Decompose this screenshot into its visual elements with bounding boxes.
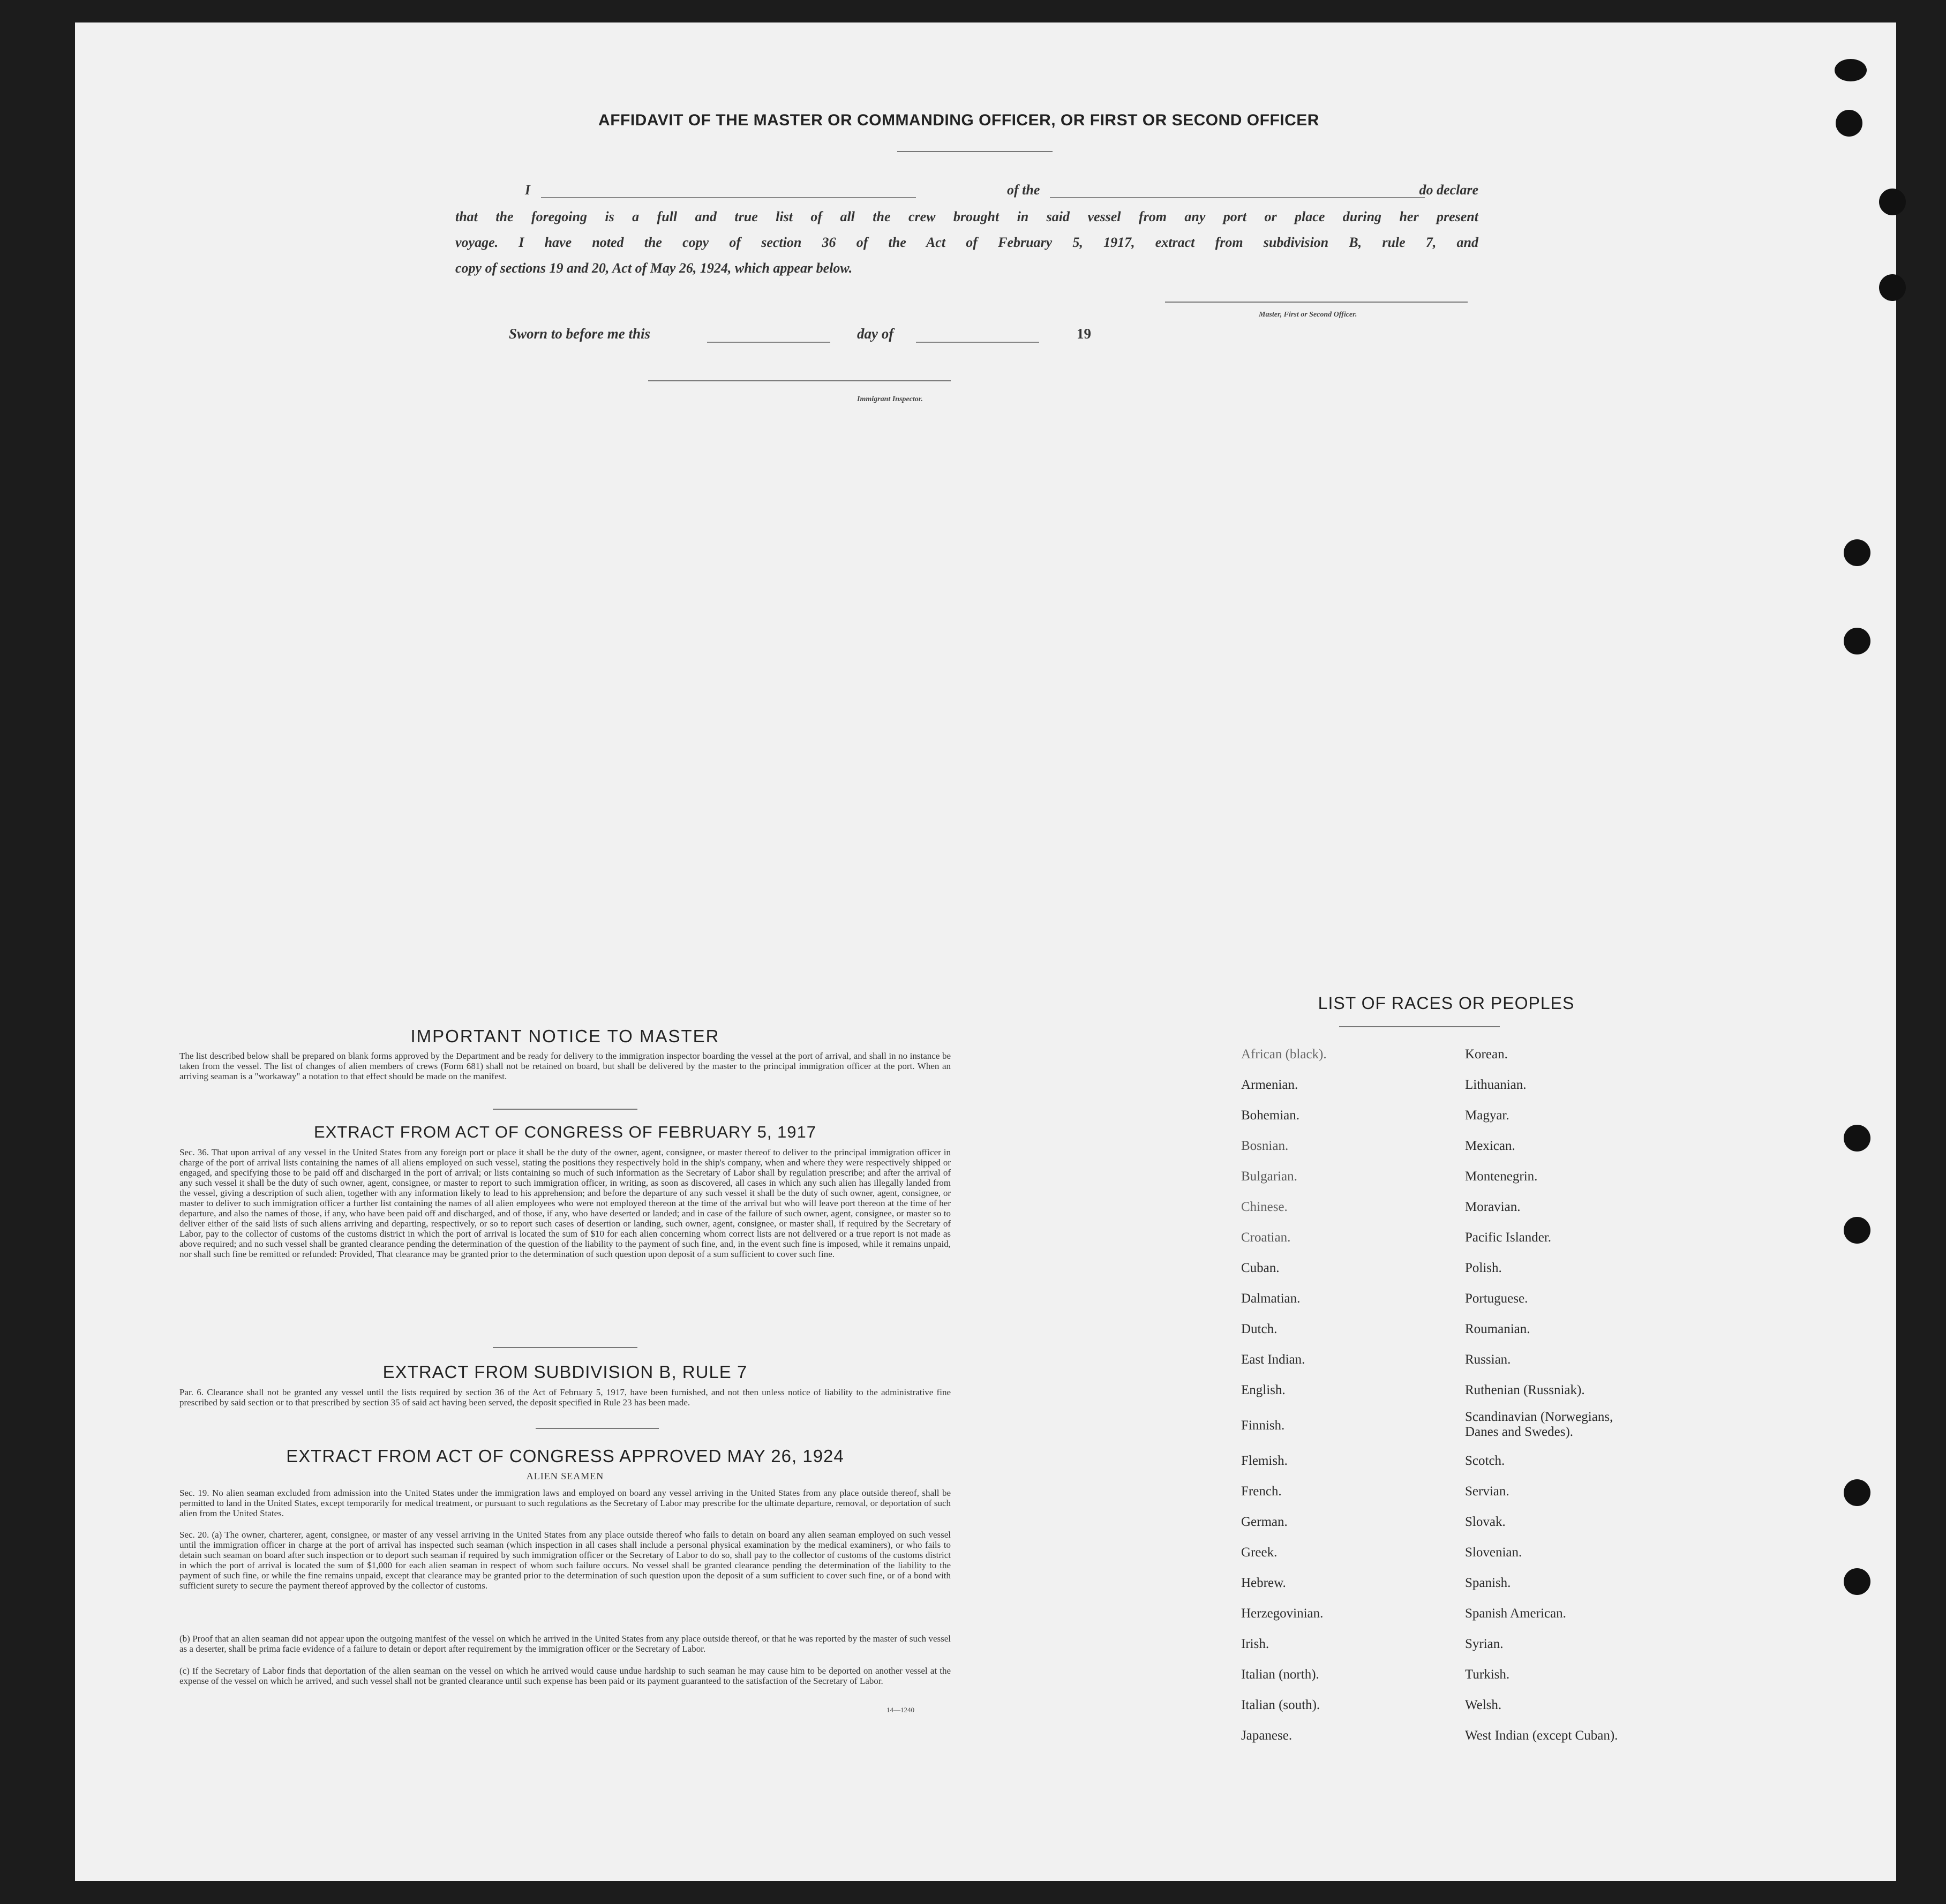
- race-item: Slovak.: [1465, 1515, 1506, 1529]
- race-item: Pacific Islander.: [1465, 1230, 1552, 1245]
- race-item: West Indian (except Cuban).: [1465, 1728, 1618, 1743]
- inspector-signature-line: [648, 380, 951, 381]
- race-item: Ruthenian (Russniak).: [1465, 1383, 1585, 1397]
- affidavit-line3: voyage. I have noted the copy of section 36 of the Act of February 5, 1917, extract from subdivision B, rule 7, and: [455, 235, 1478, 250]
- race-item: Cuban.: [1241, 1261, 1280, 1275]
- race-item: Spanish.: [1465, 1576, 1511, 1590]
- binder-hole: [1844, 1568, 1870, 1595]
- race-item: Korean.: [1465, 1047, 1508, 1062]
- race-item: Herzegovinian.: [1241, 1606, 1324, 1621]
- section-20c-text: (c) If the Secretary of Labor finds that deportation of the alien seaman on the vessel on which he arrived would cause undue hardship to such seaman he may cause him to be deported on another vessel at the expense of the vessel on which he arrived, and such vessel shall not be granted clearance until such expense has been paid or its payment guaranteed to the satisfaction of the Secretary of Labor.: [179, 1666, 951, 1686]
- race-item: Chinese.: [1241, 1200, 1288, 1214]
- form-number: 14—1240: [886, 1706, 914, 1714]
- sworn-prefix: Sworn to before me this: [509, 326, 651, 342]
- race-item: Syrian.: [1465, 1637, 1504, 1651]
- section-20a-text: Sec. 20. (a) The owner, charterer, agent, consignee, or master of any vessel arriving in the United States from any place outside thereof who fails to detain on board any alien seaman employed on such vessel until the immigration officer in charge at the port of arrival has inspected such seaman (which inspection in all cases shall include a personal physical examination by the medical examiners), or who fails to detain such seaman on board after such inspection or to deport such seaman if required by such immigration officer or the Secretary of Labor to do so, shall pay to the collector of customs of the customs district in which the port of arrival is located the sum of $1,000 for each alien seaman in respect of whom such failure occurs. No vessel shall be granted clearance pending the determination of the liability to the payment of such fine, or while the fine remains unpaid, except that clearance may be granted prior to the determination of such question upon the deposit of a sum sufficient to cover such fine, or of a bond with sufficient surety to secure the payment thereof approved by the collector of customs.: [179, 1530, 951, 1591]
- race-item: Dutch.: [1241, 1322, 1278, 1336]
- race-item: Bulgarian.: [1241, 1169, 1297, 1184]
- race-item: Irish.: [1241, 1637, 1269, 1651]
- race-item: Moravian.: [1465, 1200, 1521, 1214]
- section-20b-text: (b) Proof that an alien seaman did not appear upon the outgoing manifest of the vessel on which he arrived in the United States from any place outside thereof, or that he was reported by the master of such vessel as a deserter, shall be prima facie evidence of a failure to detain or deport after requirement by the immigration officer or the Secretary of Labor.: [179, 1634, 951, 1654]
- race-item: Welsh.: [1465, 1698, 1502, 1712]
- binder-hole: [1836, 110, 1862, 137]
- race-item: Dalmatian.: [1241, 1291, 1301, 1306]
- subdivision-title: EXTRACT FROM SUBDIVISION B, RULE 7: [382, 1362, 748, 1382]
- name-blank-line: [541, 197, 916, 198]
- affidavit-title: AFFIDAVIT OF THE MASTER OR COMMANDING OFFICER, OR FIRST OR SECOND OFFICER: [598, 111, 1319, 129]
- affidavit-line2: that the foregoing is a full and true list of all the crew brought in said vessel from any port or place during her present: [455, 209, 1478, 224]
- race-item: Armenian.: [1241, 1078, 1298, 1092]
- affidavit-line1: [455, 182, 1478, 204]
- divider: [493, 1109, 637, 1110]
- race-item: English.: [1241, 1383, 1286, 1397]
- race-item: Servian.: [1465, 1484, 1509, 1499]
- race-item: Turkish.: [1465, 1667, 1510, 1682]
- race-item: Italian (south).: [1241, 1698, 1320, 1712]
- binder-hole: [1844, 1479, 1870, 1506]
- race-item: Roumanian.: [1465, 1322, 1530, 1336]
- race-item: German.: [1241, 1515, 1288, 1529]
- race-item: Flemish.: [1241, 1454, 1288, 1468]
- race-item: African (black).: [1241, 1047, 1327, 1062]
- race-item: Italian (north).: [1241, 1667, 1319, 1682]
- race-item: Scotch.: [1465, 1454, 1505, 1468]
- divider: [536, 1428, 659, 1429]
- affidavit-line4: copy of sections 19 and 20, Act of May 26, 1924, which appear below.: [455, 260, 853, 276]
- binder-hole: [1844, 628, 1870, 654]
- race-item: Scandinavian (Norwegians, Danes and Swedes).: [1465, 1410, 1613, 1439]
- race-item: Croatian.: [1241, 1230, 1291, 1245]
- notice-text: The list described below shall be prepared on blank forms approved by the Department and be ready for delivery to the immigration inspector boarding the vessel at the port of arrival, and shall in no instance be taken from the vessel. The list of changes of alien members of crews (Form 681) shall not be retained on board, but shall be delivered by the master to the principal immigration officer at the port. When an arriving seaman is a "workaway" a notation to that effect should be made on the manifest.: [179, 1051, 951, 1081]
- binder-hole: [1844, 539, 1870, 566]
- inspector-signature-label: Immigrant Inspector.: [857, 395, 923, 403]
- extract-1917-text: Sec. 36. That upon arrival of any vessel in the United States from any foreign port or place it shall be the duty of the owner, agent, consignee, or master thereof to deliver to the principal immigration officer in charge of the port of arrival lists containing the names of all aliens employed on such vessel, stating the positions they respectively hold in the ship's company, when and where they were respectively shipped or engaged, and specifying those to be paid off and discharged in the port of arrival; or lists containing so much of such information as the Secretary of Labor shall by regulation prescribe; and after the arrival of any such vessel it shall be the duty of such owner, agent, consignee, or master to report to such immigration officer, in writing, as soon as discovered, all cases in which any such alien has illegally landed from the vessel, giving a description of such alien, together with any information likely to lead to his apprehension; and before the departure of any such vessel it shall be the duty of such owner, agent, consignee, or master to deliver to such immigration officer a further list containing the names of all alien employees who were not employed thereon at the time of the arrival but who will leave port thereon at the time of her departure, and also the names of those, if any, who have been paid off and discharged, and of those, if any, who have deserted or landed; and in case of the failure of such owner, agent, consignee, or master so to deliver either of the said lists of such aliens arriving and departing, respectively, or so to report such cases of desertion or landing, such owner, agent, consignee, or master shall, if required by the Secretary of Labor, pay to the collector of customs of the customs district in which the port of arrival is located the sum of $10 for each alien concerning whom correct lists are not delivered or a true report is not made as above required; and no such vessel shall be granted clearance pending the determination of the question of the liability to the payment of such fine, and, in the event such fine is imposed, while it remains unpaid, nor shall such fine be remitted or refunded: Provided, That clearance may be granted prior to the determination of such question upon deposit of a sum sufficient to cover such fine.: [179, 1147, 951, 1259]
- race-item: Magyar.: [1465, 1108, 1509, 1123]
- master-signature-line: [1165, 302, 1468, 303]
- race-item: Bohemian.: [1241, 1108, 1300, 1123]
- race-item: Lithuanian.: [1465, 1078, 1527, 1092]
- race-item: Mexican.: [1465, 1139, 1515, 1153]
- subdivision-text: Par. 6. Clearance shall not be granted any vessel until the lists required by section 36 of the Act of February 5, 1917, have been furnished, and not then unless notice of liability to the administrative fine prescribed by said section or to that prescribed by section 35 of said act having been served, the deposit specified in Rule 23 has been made.: [179, 1387, 951, 1408]
- notice-title: IMPORTANT NOTICE TO MASTER: [410, 1026, 720, 1046]
- race-item: Hebrew.: [1241, 1576, 1286, 1590]
- binder-hole: [1844, 1217, 1870, 1244]
- vessel-blank-line: [1050, 197, 1425, 198]
- race-item: Bosnian.: [1241, 1139, 1289, 1153]
- sworn-day-blank: [707, 342, 830, 343]
- section-19-text: Sec. 19. No alien seaman excluded from admission into the United States under the immigration laws and employed on board any vessel arriving in the United States from any place outside thereof, shall be permitted to land in the United States, except temporarily for medical treatment, or pursuant to such regulations as the Secretary of Labor may prescribe for the ultimate departure, removal, or deportation of such alien from the United States.: [179, 1488, 951, 1518]
- races-left-column: [1241, 1039, 1327, 1751]
- race-item: East Indian.: [1241, 1352, 1305, 1367]
- divider: [897, 151, 1053, 152]
- master-signature-label: Master, First or Second Officer.: [1259, 311, 1357, 319]
- binder-hole: [1879, 274, 1906, 301]
- race-item: Portuguese.: [1465, 1291, 1528, 1306]
- race-item: French.: [1241, 1484, 1282, 1499]
- extract-1917-title: EXTRACT FROM ACT OF CONGRESS OF FEBRUARY 5, 1917: [313, 1123, 817, 1141]
- race-item: Greek.: [1241, 1545, 1278, 1560]
- race-item: Montenegrin.: [1465, 1169, 1538, 1184]
- sworn-line: [509, 326, 1098, 347]
- race-item: Japanese.: [1241, 1728, 1293, 1743]
- extract-1924-title: EXTRACT FROM ACT OF CONGRESS APPROVED MAY 26, 1924: [286, 1446, 844, 1466]
- race-item: Russian.: [1465, 1352, 1511, 1367]
- race-item: Spanish American.: [1465, 1606, 1566, 1621]
- affidavit-of-the: of the: [1007, 182, 1040, 198]
- binder-hole: [1879, 189, 1906, 215]
- race-item: Slovenian.: [1465, 1545, 1522, 1560]
- race-item: Finnish.: [1241, 1418, 1285, 1433]
- binder-hole: [1844, 1125, 1870, 1152]
- affidavit-declare: do declare: [1419, 182, 1478, 198]
- races-right-column: [1465, 1039, 1647, 1751]
- divider: [1339, 1026, 1500, 1027]
- races-title: LIST OF RACES OR PEOPLES: [1318, 994, 1575, 1013]
- sworn-month-blank: [916, 342, 1039, 343]
- sworn-year: 19: [1077, 326, 1091, 342]
- alien-seamen-subtitle: ALIEN SEAMEN: [526, 1471, 604, 1481]
- sworn-day-of: day of: [857, 326, 894, 342]
- binder-hole: [1835, 59, 1867, 81]
- divider: [493, 1347, 637, 1348]
- affidavit-i: I: [525, 182, 531, 198]
- race-item: Polish.: [1465, 1261, 1502, 1275]
